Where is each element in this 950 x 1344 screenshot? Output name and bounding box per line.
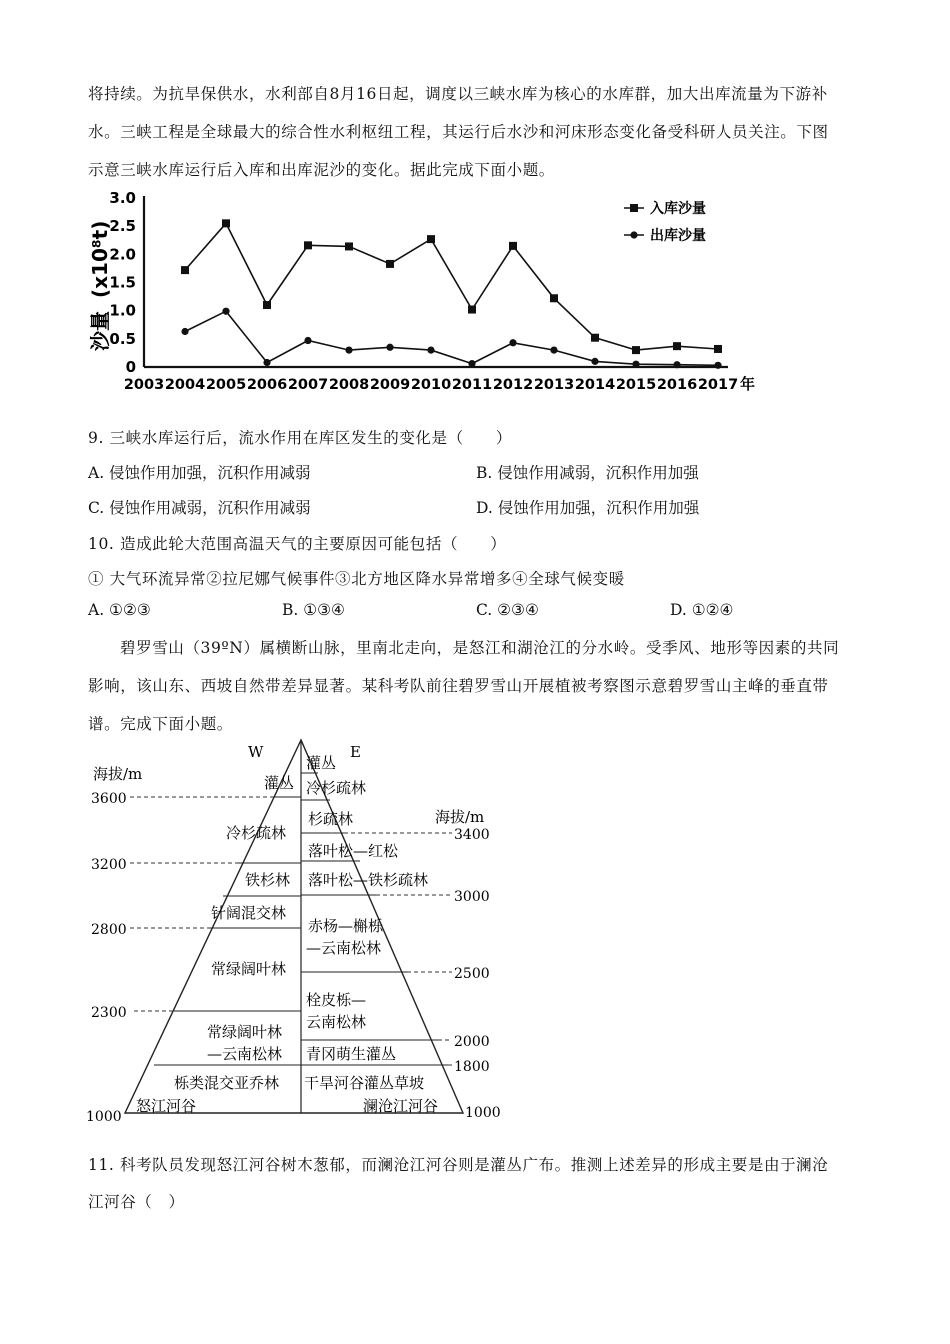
x-tick-label: 2003 — [123, 377, 165, 393]
legend-label: 入库沙量 — [650, 201, 706, 217]
inflow-point — [222, 219, 230, 227]
y-axis-unit: (x10⁸t) — [88, 220, 112, 298]
inflow-point — [550, 294, 558, 302]
inflow-point — [386, 260, 394, 268]
outflow-point — [386, 344, 393, 351]
intro-line-3: 示意三峡水库运行后入库和出库泥沙的变化。据此完成下面小题。 — [88, 161, 555, 179]
left-tick: 3600 — [91, 791, 127, 807]
q9-option-d[interactable]: D. 侵蚀作用加强，沉积作用加强 — [476, 499, 700, 517]
inflow-point — [509, 242, 517, 250]
x-tick-label: 2008 — [328, 377, 370, 393]
west-zone-label: —云南松林 — [207, 1045, 283, 1063]
left-tick: 1000 — [86, 1109, 122, 1125]
q10-stem: 10. 造成此轮大范围高温天气的主要原因可能包括（ ） — [88, 535, 507, 553]
x-tick-label: 2014 — [574, 377, 616, 393]
x-axis-label: 年 — [740, 375, 756, 393]
y-tick-label: 3.0 — [109, 189, 136, 207]
right-tick: 2000 — [454, 1034, 490, 1050]
x-tick-label: 2009 — [369, 377, 411, 393]
west-zone-label: 怒江河谷 — [136, 1097, 197, 1115]
passage2-line-3: 谱。完成下面小题。 — [88, 715, 233, 733]
outflow-point — [304, 337, 311, 344]
left-tick: 2800 — [91, 922, 127, 938]
west-direction-label: W — [248, 743, 264, 761]
x-tick-label: 2010 — [410, 377, 452, 393]
vertical-zonation-diagram — [80, 735, 520, 1125]
west-zone-label: 灌丛 — [264, 774, 295, 792]
east-zone-label: 澜沧江河谷 — [363, 1097, 439, 1115]
x-tick-label: 2005 — [205, 377, 247, 393]
right-axis-label: 海拔/m — [435, 808, 485, 826]
inflow-point — [673, 342, 681, 350]
outflow-point — [345, 347, 352, 354]
x-tick-label: 2007 — [287, 377, 329, 393]
y-tick-label: 1.5 — [109, 273, 136, 292]
east-zone-label: 灌丛 — [306, 754, 337, 772]
legend-marker — [630, 231, 637, 238]
y-tick-label: 2.0 — [109, 245, 136, 264]
west-zone-label: 铁杉林 — [245, 871, 291, 889]
east-zone-label: 杉疏林 — [308, 810, 354, 828]
left-tick: 2300 — [91, 1005, 127, 1021]
y-tick-label: 0.5 — [109, 329, 136, 348]
outflow-point — [468, 360, 475, 367]
inflow-point — [345, 242, 353, 250]
outflow-point — [591, 358, 598, 365]
sediment-line-chart — [82, 186, 756, 402]
series-line-1 — [185, 223, 718, 350]
series-line-2 — [185, 311, 718, 365]
outflow-point — [550, 347, 557, 354]
inflow-point — [468, 306, 476, 314]
east-zone-label: 落叶松—铁杉疏林 — [308, 871, 429, 889]
outflow-point — [632, 361, 639, 368]
q9-option-b[interactable]: B. 侵蚀作用减弱，沉积作用加强 — [476, 464, 699, 482]
y-tick-label: 0 — [125, 358, 136, 376]
x-tick-label: 2017 — [697, 377, 739, 393]
q10-option-b[interactable]: B. ①③④ — [282, 601, 345, 619]
y-tick-label: 1.0 — [109, 301, 136, 320]
east-zone-label: —云南松林 — [306, 939, 382, 957]
inflow-point — [591, 334, 599, 342]
inflow-point — [714, 345, 722, 353]
intro-line-2: 水。三峡工程是全球最大的综合性水利枢纽工程，其运行后水沙和河床形态变化备受科研人员关注。下图 — [88, 123, 829, 141]
east-zone-label: 栓皮栎— — [306, 991, 367, 1009]
q11-line-2: 江河谷（ ） — [88, 1193, 185, 1211]
q11-line-1: 11. 科考队员发现怒江河谷树木葱郁，而澜沧江河谷则是灌丛广布。推测上述差异的形成主要是由于澜沧 — [88, 1156, 829, 1174]
inflow-point — [263, 301, 271, 309]
x-tick-label: 2016 — [656, 377, 698, 393]
east-direction-label: E — [350, 743, 361, 761]
legend-marker — [630, 204, 638, 212]
inflow-point — [427, 235, 435, 243]
west-zone-label: 常绿阔叶林 — [211, 960, 287, 978]
right-tick: 2500 — [454, 966, 490, 982]
outflow-point — [427, 347, 434, 354]
left-tick: 3200 — [91, 857, 127, 873]
x-tick-label: 2004 — [164, 377, 206, 393]
west-zone-label: 栎类混交亚乔林 — [174, 1074, 280, 1092]
mountain-outline — [125, 740, 463, 1113]
intro-line-1: 将持续。为抗旱保供水，水利部自8月16日起，调度以三峡水库为核心的水库群，加大出库流量为下游补 — [88, 85, 828, 103]
east-zone-label: 云南松林 — [306, 1013, 367, 1031]
x-tick-label: 2012 — [492, 377, 534, 393]
east-zone-label: 青冈萌生灌丛 — [306, 1045, 397, 1063]
legend-label: 出库沙量 — [650, 228, 706, 244]
right-tick: 1000 — [465, 1105, 501, 1121]
right-tick: 1800 — [454, 1059, 490, 1075]
x-tick-label: 2013 — [533, 377, 575, 393]
x-tick-label: 2006 — [246, 377, 288, 393]
q9-option-a[interactable]: A. 侵蚀作用加强，沉积作用减弱 — [88, 464, 311, 482]
passage2-line-2: 影响，该山东、西坡自然带差异显著。某科考队前往碧罗雪山开展植被考察图示意碧罗雪山主峰的垂直带 — [88, 677, 829, 695]
q10-option-c[interactable]: C. ②③④ — [476, 601, 539, 619]
inflow-point — [181, 266, 189, 274]
q10-items: ① 大气环流异常②拉尼娜气候事件③北方地区降水异常增多④全球气候变暖 — [88, 570, 625, 588]
right-tick: 3400 — [454, 827, 490, 843]
y-axis-title: 沙量 — [88, 311, 112, 351]
outflow-point — [673, 361, 680, 368]
outflow-point — [181, 328, 188, 335]
east-zone-label: 干旱河谷灌丛草坡 — [304, 1074, 425, 1092]
west-zone-label: 常绿阔叶林 — [207, 1023, 283, 1041]
q9-option-c[interactable]: C. 侵蚀作用减弱，沉积作用减弱 — [88, 499, 311, 517]
inflow-point — [632, 346, 640, 354]
east-zone-label: 落叶松—红松 — [308, 842, 399, 860]
y-tick-label: 2.5 — [109, 217, 136, 236]
left-axis-label: 海拔/m — [93, 765, 143, 783]
q9-stem: 9. 三峡水库运行后，流水作用在库区发生的变化是（ ） — [88, 429, 513, 447]
outflow-point — [222, 308, 229, 315]
right-tick: 3000 — [454, 889, 490, 905]
outflow-point — [714, 362, 721, 369]
passage2-line-1: 碧罗雪山（39ºN）属横断山脉，里南北走向，是怒江和湖沧江的分水岭。受季风、地形等因素的共同 — [120, 639, 840, 657]
q10-option-a[interactable]: A. ①②③ — [88, 601, 151, 619]
q10-option-d[interactable]: D. ①②④ — [670, 601, 734, 619]
x-tick-label: 2011 — [451, 377, 493, 393]
inflow-point — [304, 241, 312, 249]
west-zone-label: 冷杉疏林 — [226, 824, 287, 842]
outflow-point — [509, 339, 516, 346]
outflow-point — [263, 359, 270, 366]
east-zone-label: 赤杨—槲栎 — [308, 917, 384, 935]
x-tick-label: 2015 — [615, 377, 657, 393]
east-zone-label: 冷杉疏林 — [306, 779, 367, 797]
west-zone-label: 针阔混交林 — [211, 904, 287, 922]
